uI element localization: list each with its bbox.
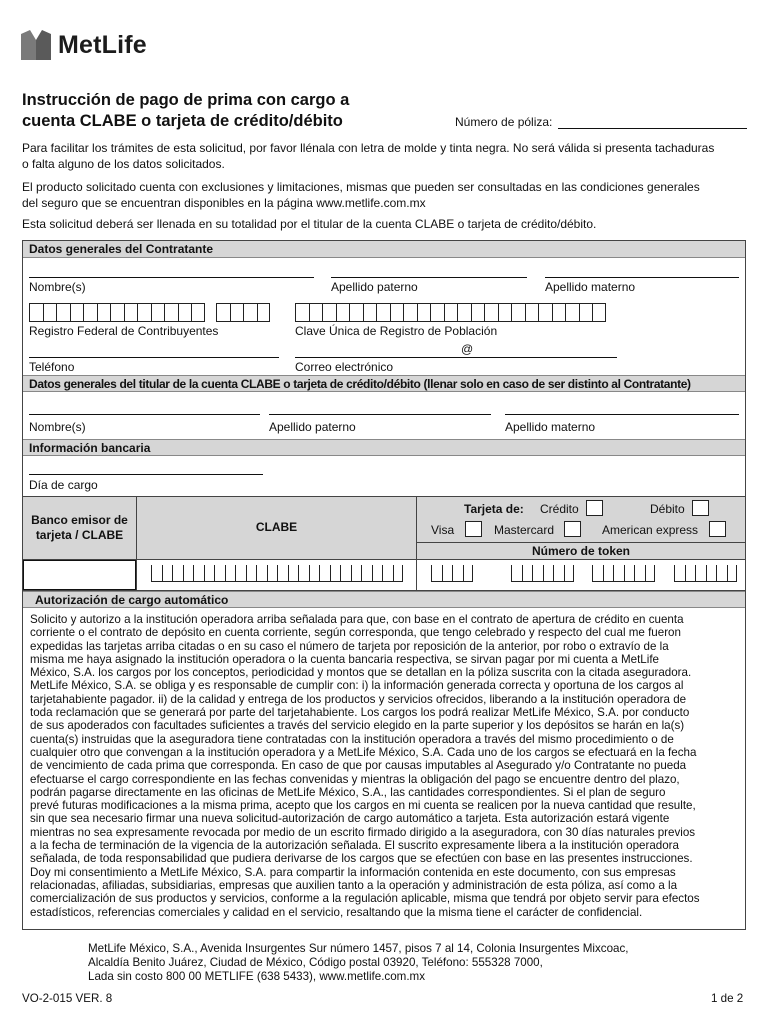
amex-label: American express	[602, 523, 699, 537]
amex-checkbox[interactable]	[709, 521, 726, 537]
rfc-boxes-homoclave[interactable]	[216, 303, 270, 322]
contratante-apellido-materno-label: Apellido materno	[545, 280, 636, 294]
policy-number-field[interactable]	[558, 128, 747, 129]
contratante-apellido-paterno-label: Apellido paterno	[331, 280, 418, 294]
titular-nombre-field[interactable]	[29, 414, 260, 415]
correo-label: Correo electrónico	[295, 360, 394, 374]
contratante-nombre-field[interactable]	[29, 277, 314, 278]
credito-checkbox[interactable]	[586, 500, 603, 516]
banco-emisor-label: Banco emisor de tarjeta / CLABE	[31, 513, 128, 542]
telefono-label: Teléfono	[29, 360, 75, 374]
mastercard-label: Mastercard	[494, 523, 555, 537]
company-address: MetLife México, S.A., Avenida Insurgentes Sur número 1457, pisos 7 al 14, Colonia Insurgentes Mixcoac, Alcaldía Benito Juárez, Ciudad de México, Código postal 03920, Teléfono: 555328 7000, Lada sin costo 800 00 METLIFE (638 5433), www.metlife.com.mx	[88, 942, 629, 983]
mastercard-checkbox[interactable]	[564, 521, 581, 537]
email-at-sign: @	[461, 342, 474, 356]
credito-label: Crédito	[540, 502, 579, 516]
rfc-label: Registro Federal de Contribuyentes	[29, 324, 219, 338]
rfc-boxes-letters[interactable]	[29, 303, 205, 322]
contratante-apellido-materno-field[interactable]	[545, 277, 739, 278]
autorizacion-heading: Autorización de cargo automático	[23, 591, 745, 608]
policy-number-label: Número de póliza:	[455, 115, 553, 129]
token-label: Número de token	[531, 544, 630, 558]
clabe-label: CLABE	[255, 520, 298, 534]
clabe-digit-boxes[interactable]	[151, 565, 403, 582]
tarjeta-de-label: Tarjeta de:	[464, 502, 524, 516]
titular-apellido-paterno-label: Apellido paterno	[269, 420, 356, 434]
card-group-2-boxes[interactable]	[511, 565, 574, 582]
card-group-1-boxes[interactable]	[431, 565, 473, 582]
debito-label: Débito	[650, 502, 685, 516]
payment-form	[22, 240, 746, 930]
visa-checkbox[interactable]	[465, 521, 482, 537]
visa-label: Visa	[431, 523, 455, 537]
intro-paragraph-1: Para facilitar los trámites de esta solicitud, por favor llénala con letra de molde y tinta negra. No será válida si presenta tachaduras o falta alguno de los datos solicitados.	[22, 141, 715, 171]
intro-paragraph-2: El producto solicitado cuenta con exclusiones y limitaciones, mismas que pueden ser consultadas en las condiciones generales del seguro que se encuentran disponibles en la página www.metlife.com.mx	[22, 180, 700, 210]
card-group-3-boxes[interactable]	[592, 565, 655, 582]
page-title: Instrucción de pago de prima con cargo a cuenta CLABE o tarjeta de crédito/débito	[22, 91, 350, 130]
titular-apellido-materno-field[interactable]	[505, 414, 739, 415]
contratante-heading: Datos generales del Contratante	[23, 241, 745, 258]
debito-checkbox[interactable]	[692, 500, 709, 516]
metlife-logo-icon	[20, 30, 52, 62]
titular-apellido-materno-label: Apellido materno	[505, 420, 596, 434]
correo-field[interactable]	[295, 357, 617, 358]
contratante-apellido-paterno-field[interactable]	[331, 277, 527, 278]
banco-emisor-input[interactable]	[23, 560, 136, 590]
titular-nombre-label: Nombre(s)	[29, 420, 86, 434]
dia-cargo-field[interactable]	[29, 474, 263, 475]
bancaria-heading: Información bancaria	[23, 439, 745, 456]
telefono-field[interactable]	[29, 357, 279, 358]
card-group-4-boxes[interactable]	[674, 565, 737, 582]
curp-label: Clave Única de Registro de Población	[295, 324, 498, 338]
intro-paragraph-3: Esta solicitud deberá ser llenada en su totalidad por el titular de la cuenta CLABE o tarjeta de crédito/débito.	[22, 217, 597, 231]
curp-boxes[interactable]	[295, 303, 606, 322]
form-version: VO-2-015 VER. 8	[22, 992, 113, 1005]
contratante-nombre-label: Nombre(s)	[29, 280, 86, 294]
brand-name: MetLife	[58, 31, 147, 59]
page-number: 1 de 2	[711, 992, 744, 1005]
dia-cargo-label: Día de cargo	[29, 478, 98, 492]
titular-heading: Datos generales del titular de la cuenta CLABE o tarjeta de crédito/débito (llenar solo en caso de ser distinto al Contratante)	[23, 375, 745, 392]
titular-apellido-paterno-field[interactable]	[269, 414, 491, 415]
autorizacion-text: Solicito y autorizo a la institución operadora arriba señalada para que, con base en el contrato de apertura de crédito en cuenta corriente o el contrato de depósito en cuenta corriente, según corresponda, que tengo celebrado y respecto del cual me fueron expedidas las tarjetas arriba citadas o en su caso el número de tarjeta por reposición de la anterior, por robo o extravío de la misma me haya asignado la institución operadora o la cuenta bancaria respectiva, se sirvan pagar por mi cuenta a MetLife México, S.A. los cargos por los conceptos, periodicidad y montos que se detallan en la póliza suscrita con la citada aseguradora. MetLife México, S.A. se obliga y es responsable de cumplir con: i) la información generada correcta y oportuna de los cargos al tarjetahabiente pagador. ii) de la calidad y entrega de los productos y servicios ofrecidos, liberando a la institución operadora de toda reclamación que se generará por parte del tarjetahabiente. Los cargos los podrá realizar MetLife México, S.A. por conducto de sus apoderados con facultades suficientes a través del servicio elegido en la parte superior y los depósitos se harán en la(s) cuenta(s) instruidas que la aseguradora tiene contratadas con la institución operadora a través del mismo procedimiento o de cualquier otro que convengan a la institución operadora y a MetLife México, S.A. Cada uno de los cargos se efectuará en la fecha de vencimiento de cada prima que corresponda. En caso de que por causas imputables al Asegurado y/o Contratante no pueda efectuarse el cargo correspondiente en las fechas convenidas y mientras la obligación del pago se encuentre dentro del plazo, podrán pagarse directamente en las oficinas de MetLife México, S.A., las cantidades correspondientes. Si el plan de seguro prevé futuras modificaciones a la misma prima, acepto que los cargos en mi cuenta se realicen por la nueva cantidad que resulte, sin que sea necesario firmar una nueva solicitud-autorización de cargo automático a tarjeta. Esta autorización estará vigente mientras no sea expresamente revocada por medio de un escrito firmado dirigido a la aseguradora, con 30 días naturales previos a la fecha de terminación de la vigencia de la autorización señalada. El suscrito expresamente libera a la institución operadora señalada, de toda responsabilidad que pudiera derivarse de los cargos que se efectúen con base en las presentes instrucciones. Doy mi consentimiento a MetLife México, S.A. para compartir la información contenida en este documento, con sus empresas relacionadas, afiliadas, subsidiarias, empresas que auxilien tanto a la operación y administración de esta póliza, así como a la comercialización de sus productos y servicios, conforme a la regulación aplicable, misma que tendrá por objeto servir para efectos estadísticos, referencias comerciales y calidad en el servicio, resaltando que la misma tiene el carácter de confidencial.	[30, 613, 700, 919]
